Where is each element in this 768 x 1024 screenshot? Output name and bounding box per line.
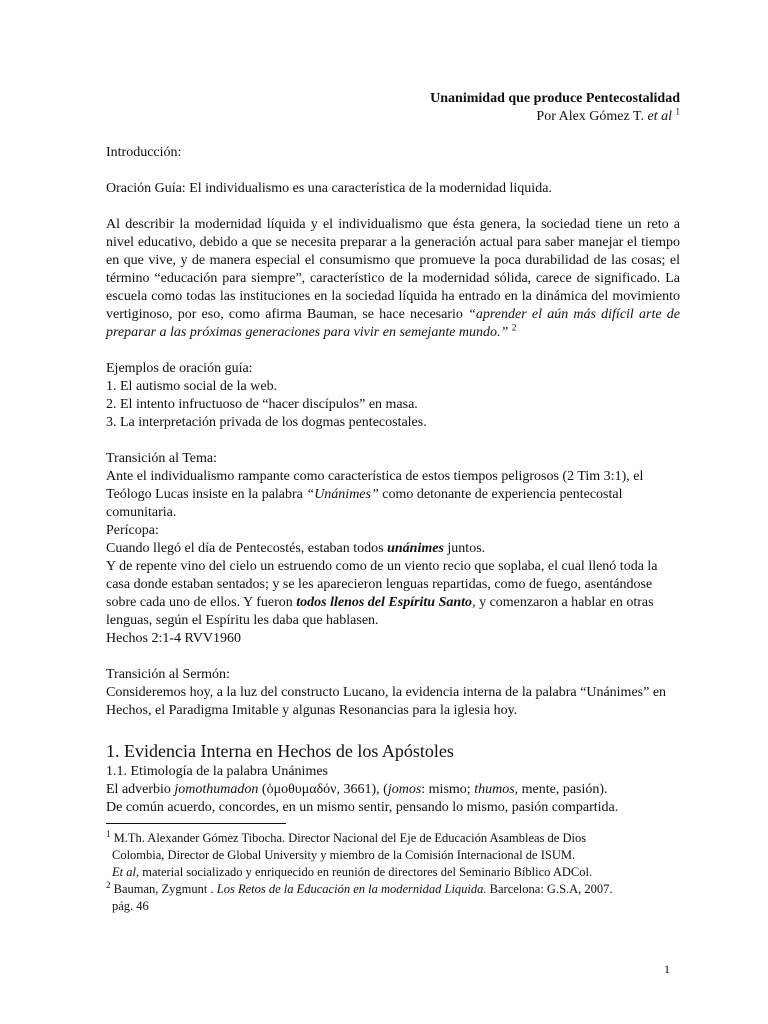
pericope-line-2-b: , y comenzaron a hablar en otras lenguas, según el Espíritu les daba que hablasen. [106, 595, 654, 628]
unanimes-word: “Unánimes” [306, 487, 379, 502]
pericope-line-1-a: Cuando llegó el día de Pentecostés, estaban todos [106, 541, 384, 556]
transition-theme-text-b: como detonante de experiencia pentecostal comunitaria. [106, 487, 623, 520]
footnote-1-line-3 [106, 864, 680, 881]
etymology-meaning: De común acuerdo, concordes, en un mismo sentir, pensando lo mismo, pasión compartida. [106, 800, 619, 815]
footnote-1-line-1: M.Th. Alexander Gómez Tibocha. Director Nacional del Eje de Educación Asambleas de Dios [113, 831, 587, 845]
mismo-text: : mismo; [421, 782, 471, 797]
pericope-line-2 [106, 558, 680, 630]
guide-sentence: Oración Guía: El individualismo es una característica de la modernidad liquida. [106, 181, 552, 196]
jomos-word: jomos [387, 782, 422, 797]
footnote-2 [106, 881, 680, 915]
thumos-word: thumos [474, 782, 515, 797]
pericope-line-1 [106, 540, 680, 558]
adverb-a: El adverbio [106, 782, 171, 797]
transition-theme-text-a: Ante el individualismo rampante como característica de estos tiempos peligrosos (2 Tim 3:1), el Teólogo Lucas insiste en la palabra [106, 469, 644, 502]
footnote-2-number: 2 [106, 879, 111, 890]
footnote-ref-1[interactable]: 1 [675, 106, 680, 117]
footnote-separator [106, 823, 286, 824]
example-item-1: 1. El autismo social de la web. [106, 379, 278, 394]
section-1-heading: 1. Evidencia Interna en Hechos de los Apóstoles [106, 741, 454, 761]
intro-paragraph-text: Al describir la modernidad líquida y el individualismo que ésta genera, la sociedad tiene un reto a nivel educativo, debido a que se necesita preparar a la generación actual para saber manejar el tiempo en que vive, y de manera especial el consumismo que promueve la poca durabilidad de las cosas; el término “educación para siempre”, característico de la modernidad sólida, carece de significado. La escuela como todas las instituciones en la sociedad líquida ha entrado en la dinámica del movimiento vertiginoso, por eso, como afirma Bauman, se hace necesario [106, 217, 680, 322]
pericope-bold-phrase: todos llenos del Espíritu Santo [296, 595, 473, 610]
pericope-reference: Hechos 2:1-4 RVV1960 [106, 631, 241, 646]
example-item-2: 2. El intento infructuoso de “hacer discípulos” en masa. [106, 397, 418, 412]
footnote-1-line-3-text: , material socializado y enriquecido en reunión de directores del Seminario Bíblico ADCol. [135, 865, 593, 879]
examples-label: Ejemplos de oración guía: [106, 361, 253, 376]
author-line [106, 108, 680, 126]
example-item-3: 3. La interpretación privada de los dogmas pentecostales. [106, 415, 427, 430]
footnote-2-author: Bauman, Zygmunt . [113, 882, 214, 896]
footnote-1-etal: Et al [112, 865, 136, 879]
transition-theme-text [106, 468, 680, 522]
adverb-word: jomothumadon [174, 782, 259, 797]
bauman-quote: “aprender el aún más difícil arte de preparar a las próximas generaciones para vivir en semejante mundo.” [106, 307, 680, 340]
author-name: Por Alex Gómez T. [536, 109, 644, 124]
page-number: 1 [664, 962, 670, 976]
adverb-b: (ὁμοθυμαδόν, 3661), ( [261, 782, 388, 797]
intro-label: Introducción: [106, 145, 182, 160]
pericope-label: Perícopa: [106, 523, 159, 538]
intro-paragraph [106, 216, 680, 342]
section-1-1-subheading: 1.1. Etimología de la palabra Unánimes [106, 764, 328, 779]
footnote-2-page: pág. 46 [112, 899, 149, 913]
footnote-1 [106, 830, 680, 881]
pericope-line-2-a: Y de repente vino del cielo un estruendo como de un viento recio que soplaba, el cual llenó toda la casa donde estaban sentados; y se les aparecieron lenguas repartidas, como de fuego, asentándose sobre cada uno de ellos. Y fueron [106, 559, 658, 610]
transition-sermon-text: Consideremos hoy, a la luz del constructo Lucano, la evidencia interna de la palabra “Unánimes” en Hechos, el Paradigma Imitable y algunas Resonancias para la iglesia hoy. [106, 685, 667, 718]
footnote-1-number: 1 [106, 828, 111, 839]
author-etal: et al [647, 109, 672, 124]
document-title: Unanimidad que produce Pentecostalidad [430, 91, 680, 106]
transition-theme-label: Transición al Tema: [106, 451, 218, 466]
footnote-2-title: Los Retos de la Educación en la modernidad Liquida. [216, 882, 487, 896]
document-page [106, 90, 680, 915]
footnote-ref-2[interactable]: 2 [511, 322, 517, 333]
pericope-unanimes: unánimes [387, 541, 444, 556]
transition-sermon-label: Transición al Sermón: [106, 667, 230, 682]
footnote-2-publisher: Barcelona: G.S.A, 2007. [489, 882, 613, 896]
etymology-line [106, 781, 680, 799]
mente-text: , mente, pasión). [514, 782, 608, 797]
pericope-line-1-b: juntos. [447, 541, 486, 556]
footnote-1-line-2: Colombia, Director de Global University y miembro de la Comisión Internacional de ISUM. [112, 848, 576, 862]
